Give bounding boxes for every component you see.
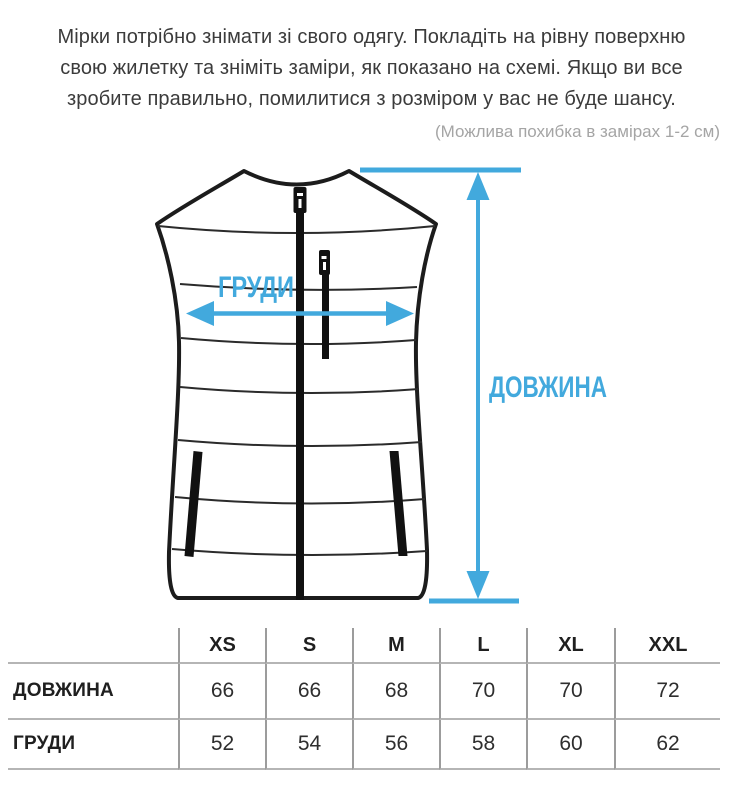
length-label: ДОВЖИНА: [489, 371, 607, 404]
measurement-tolerance-note: (Можлива похибка в замірах 1-2 см): [434, 122, 720, 141]
size-column-header-xxl: XXL: [614, 628, 720, 664]
size-column-header-l: L: [439, 628, 526, 664]
size-column-header-xl: XL: [526, 628, 614, 664]
intro-paragraph: [0, 0, 743, 160]
size-value: 52: [178, 720, 265, 770]
size-value: 54: [265, 720, 352, 770]
size-table-corner: [8, 628, 178, 664]
row-label-length: ДОВЖИНА: [8, 664, 178, 720]
size-column-header-s: S: [265, 628, 352, 664]
intro-line-3: зробите правильно, помилитися з розміром у вас не буде шансу.: [67, 88, 676, 110]
intro-line-2: свою жилетку та зніміть заміри, як показано на схемі. Якщо ви все: [60, 57, 683, 79]
size-value: 70: [439, 664, 526, 720]
size-value: 66: [178, 664, 265, 720]
size-table: [8, 628, 720, 770]
size-value: 56: [352, 720, 439, 770]
row-label-chest: ГРУДИ: [8, 720, 178, 770]
size-value: 66: [265, 664, 352, 720]
size-column-header-m: M: [352, 628, 439, 664]
size-value: 70: [526, 664, 614, 720]
intro-line-1: Мірки потрібно знімати зі свого одягу. Покладіть на рівну поверхню: [57, 26, 686, 48]
chest-label: ГРУДИ: [218, 271, 294, 304]
size-value: 58: [439, 720, 526, 770]
vest-measurement-diagram: [0, 160, 743, 628]
size-column-header-xs: XS: [178, 628, 265, 664]
size-value: 72: [614, 664, 720, 720]
size-value: 60: [526, 720, 614, 770]
size-value: 68: [352, 664, 439, 720]
size-value: 62: [614, 720, 720, 770]
